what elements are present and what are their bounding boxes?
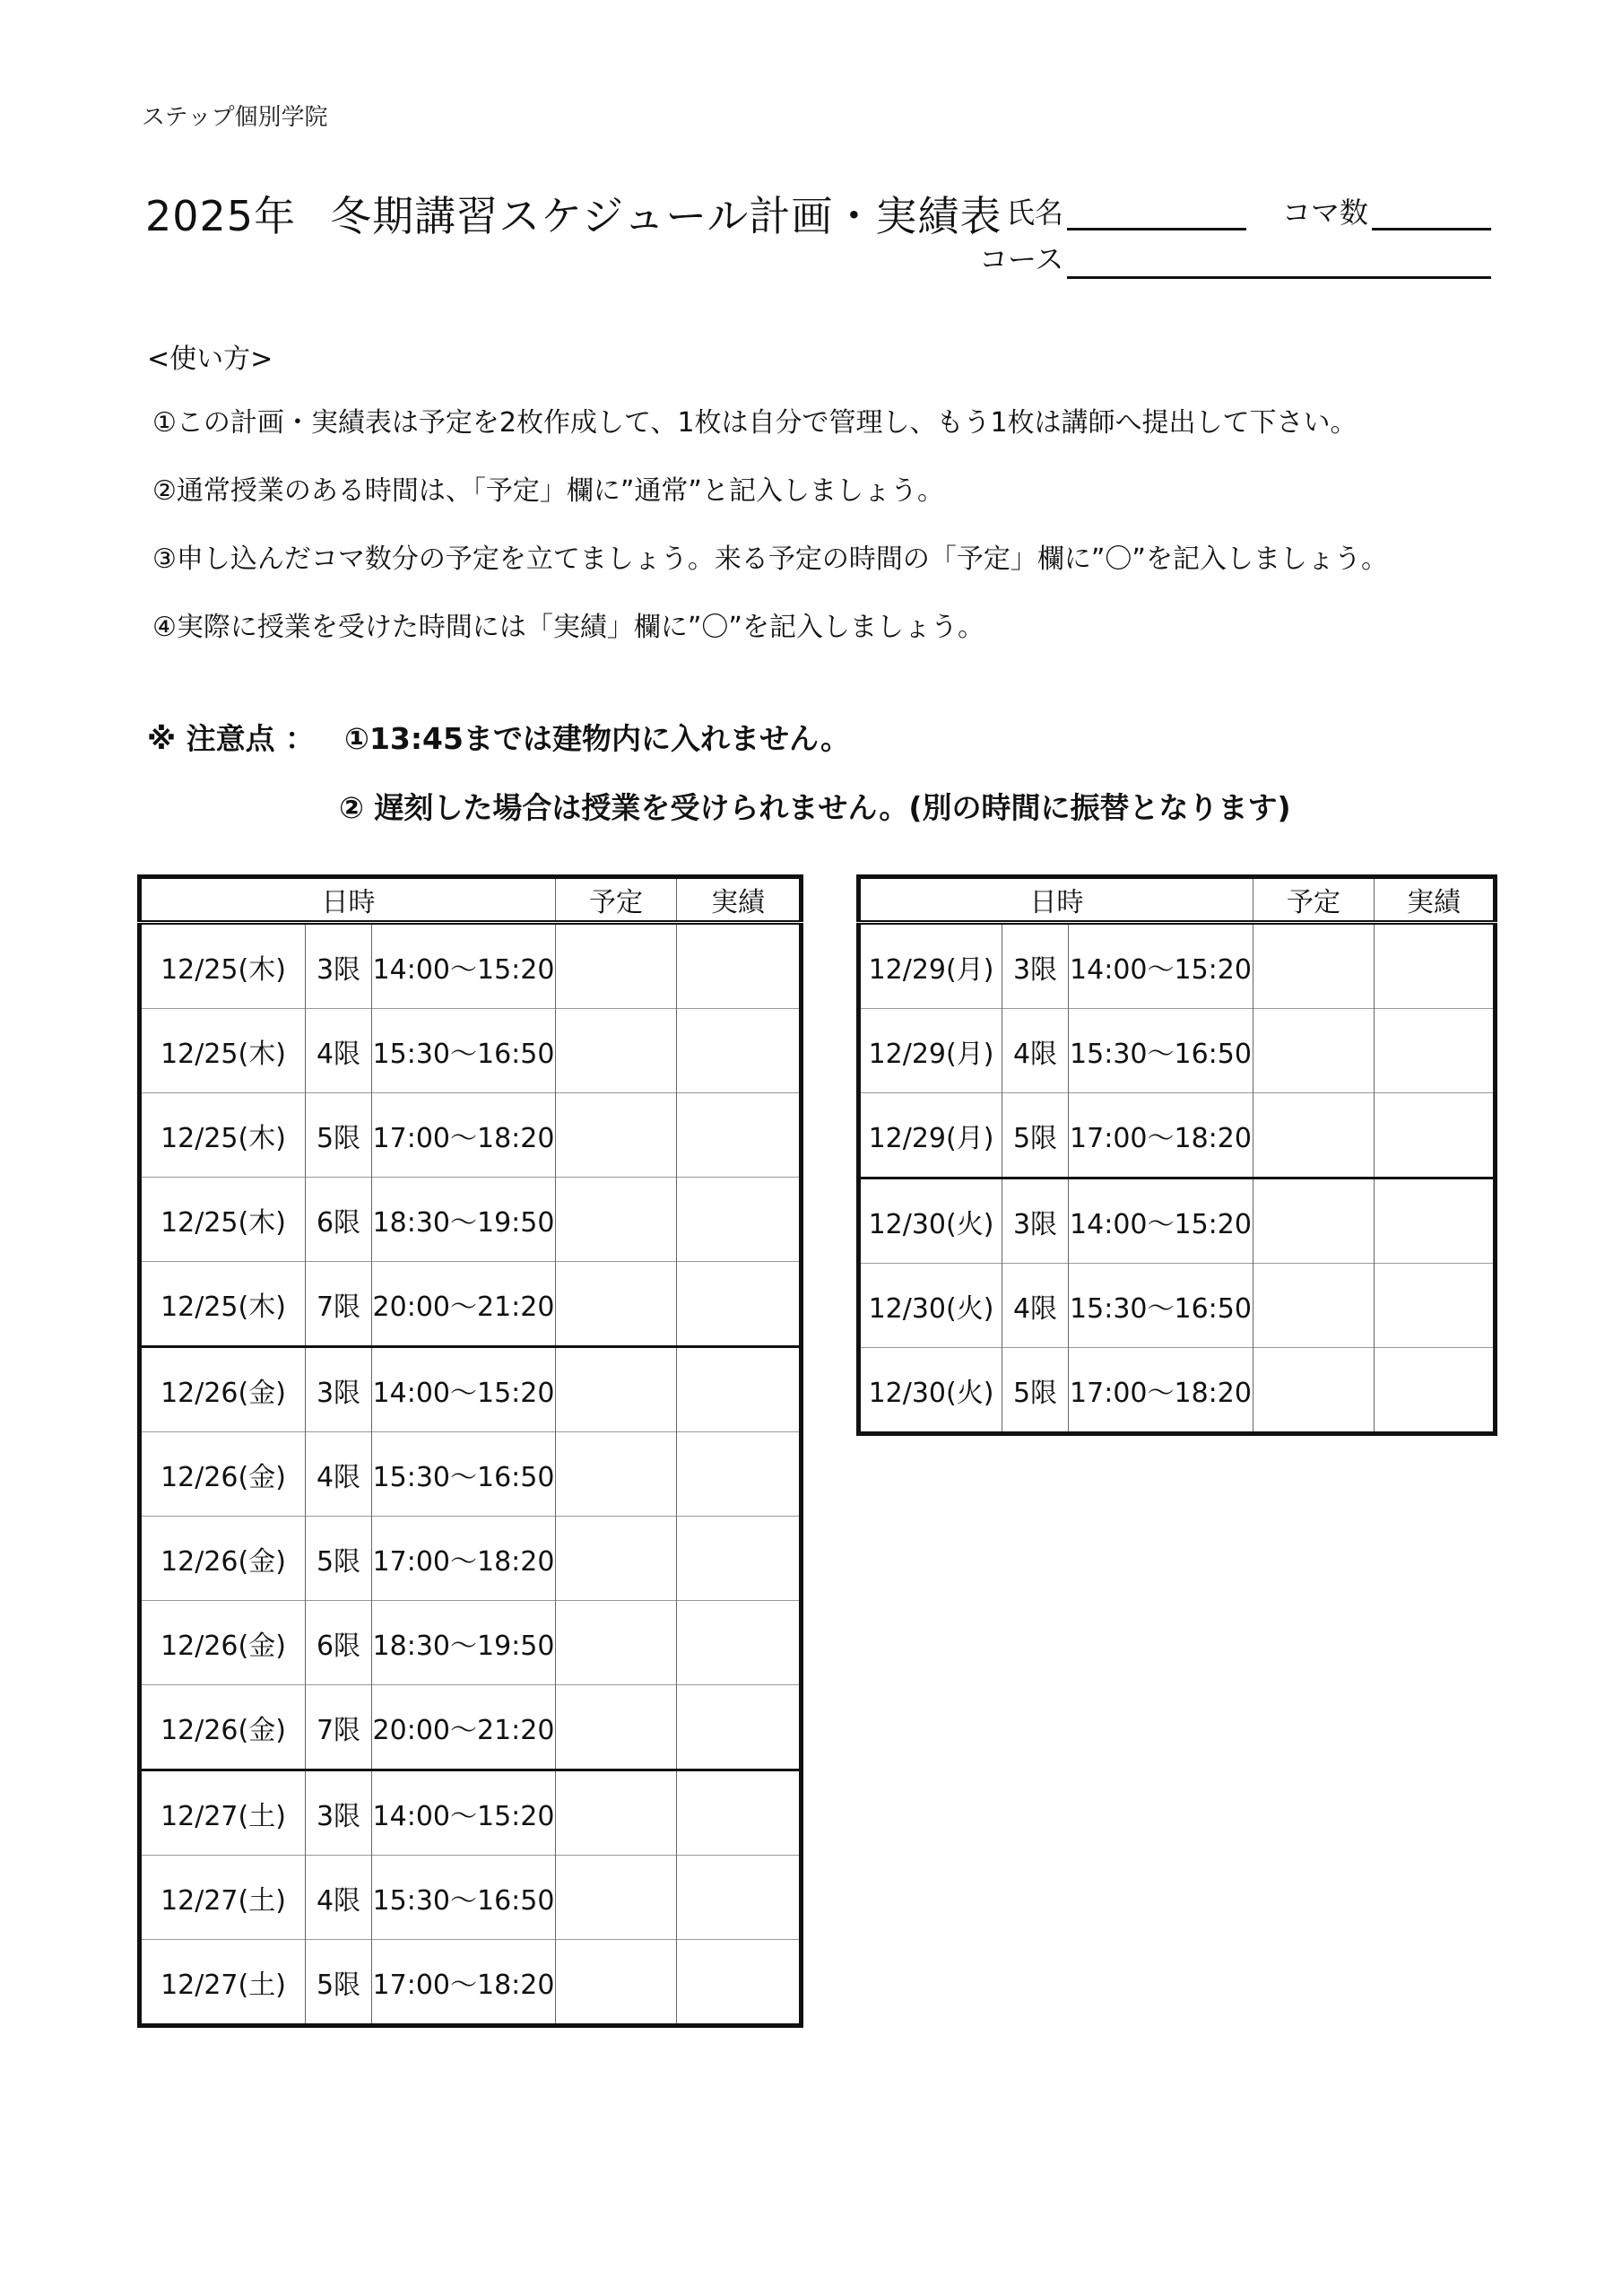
plan-cell[interactable] bbox=[1253, 1093, 1375, 1178]
table-row bbox=[140, 1009, 802, 1093]
plan-cell[interactable] bbox=[556, 1685, 677, 1770]
result-cell[interactable] bbox=[1375, 923, 1496, 1009]
plan-cell[interactable] bbox=[1253, 1178, 1375, 1264]
header-plan: 予定 bbox=[1253, 877, 1375, 923]
plan-cell[interactable] bbox=[556, 923, 677, 1009]
table-row bbox=[140, 1685, 802, 1770]
header-result: 実績 bbox=[1375, 877, 1496, 923]
plan-cell[interactable] bbox=[1253, 1264, 1375, 1348]
notes-label: ※ 注意点 ： bbox=[147, 721, 316, 756]
result-cell[interactable] bbox=[677, 923, 802, 1009]
date-cell: 12/27(土) bbox=[140, 1940, 306, 2026]
course-label: コース bbox=[979, 242, 1064, 276]
result-cell[interactable] bbox=[677, 1262, 802, 1347]
note-item: ①13:45までは建物内に入れません。 bbox=[344, 721, 850, 756]
time-cell: 15:30～16:50 bbox=[1069, 1264, 1253, 1348]
period-cell: 5限 bbox=[1002, 1348, 1069, 1434]
period-cell: 6限 bbox=[306, 1601, 372, 1685]
time-cell: 14:00～15:20 bbox=[372, 1347, 556, 1432]
result-cell[interactable] bbox=[1375, 1264, 1496, 1348]
result-cell[interactable] bbox=[1375, 1178, 1496, 1264]
header-datetime: 日時 bbox=[859, 877, 1253, 923]
time-cell: 17:00～18:20 bbox=[372, 1517, 556, 1601]
period-cell: 3限 bbox=[306, 923, 372, 1009]
instruction-item: ①この計画・実績表は予定を2枚作成して、1枚は自分で管理し、もう1枚は講師へ提出して下さい。 bbox=[152, 407, 1357, 439]
time-cell: 15:30～16:50 bbox=[372, 1009, 556, 1093]
title-year: 2025年 bbox=[145, 192, 297, 240]
date-cell: 12/29(月) bbox=[859, 1093, 1002, 1178]
period-cell: 3限 bbox=[306, 1347, 372, 1432]
plan-cell[interactable] bbox=[556, 1770, 677, 1856]
date-cell: 12/30(火) bbox=[859, 1348, 1002, 1434]
date-cell: 12/27(土) bbox=[140, 1856, 306, 1940]
date-cell: 12/29(月) bbox=[868, 953, 994, 986]
date-cell: 12/26(金) bbox=[140, 1601, 306, 1685]
period-cell: 6限 bbox=[306, 1178, 372, 1262]
result-cell[interactable] bbox=[1375, 1348, 1496, 1434]
result-cell[interactable] bbox=[677, 1685, 802, 1770]
schedule-table-right bbox=[856, 874, 1497, 1436]
time-cell: 17:00～18:20 bbox=[372, 1940, 556, 2026]
table-row bbox=[859, 1009, 1496, 1093]
result-cell[interactable] bbox=[677, 1432, 802, 1517]
date-cell: 12/25(木) bbox=[140, 1009, 306, 1093]
period-cell: 7限 bbox=[306, 1685, 372, 1770]
instruction-item: ④実際に授業を受けた時間には「実績」欄に”〇”を記入しましょう。 bbox=[152, 612, 984, 643]
name-field[interactable] bbox=[1067, 228, 1246, 230]
result-cell[interactable] bbox=[677, 1517, 802, 1601]
plan-cell[interactable] bbox=[556, 1601, 677, 1685]
time-cell: 17:00～18:20 bbox=[1069, 1348, 1253, 1434]
date-cell: 12/29(月) bbox=[859, 1009, 1002, 1093]
result-cell[interactable] bbox=[677, 1347, 802, 1432]
result-cell[interactable] bbox=[677, 1093, 802, 1178]
name-label: 氏名 bbox=[1006, 196, 1064, 230]
koma-field[interactable] bbox=[1372, 228, 1491, 230]
title-main: 冬期講習スケジュール計画・実績表 bbox=[330, 192, 1002, 240]
date-cell: 12/26(金) bbox=[140, 1517, 306, 1601]
result-cell[interactable] bbox=[677, 1009, 802, 1093]
koma-label: コマ数 bbox=[1282, 196, 1369, 230]
date-cell: 12/25(木) bbox=[140, 1093, 306, 1178]
date-cell: 12/26(金) bbox=[140, 1432, 306, 1517]
date-cell: 12/26(金) bbox=[140, 1685, 306, 1770]
period-cell: 4限 bbox=[306, 1009, 372, 1093]
table-row bbox=[140, 923, 802, 1009]
table-row bbox=[859, 1093, 1496, 1178]
period-cell: 7限 bbox=[306, 1262, 372, 1347]
table-row bbox=[859, 923, 1496, 1009]
time-cell: 15:30～16:50 bbox=[372, 1856, 556, 1940]
plan-cell[interactable] bbox=[556, 1262, 677, 1347]
instruction-item: ②通常授業のある時間は、「予定」欄に”通常”と記入しましょう。 bbox=[152, 475, 944, 507]
time-cell: 15:30～16:50 bbox=[372, 1432, 556, 1517]
table-row bbox=[859, 1178, 1496, 1264]
plan-cell[interactable] bbox=[556, 1940, 677, 2026]
date-cell: 12/30(火) bbox=[859, 1264, 1002, 1348]
plan-cell[interactable] bbox=[1253, 923, 1375, 1009]
school-name: ステップ個別学院 bbox=[142, 104, 328, 131]
time-cell: 17:00～18:20 bbox=[372, 1093, 556, 1178]
period-cell: 4限 bbox=[1002, 1264, 1069, 1348]
date-cell: 12/27(土) bbox=[140, 1770, 306, 1856]
table-row bbox=[140, 1517, 802, 1601]
period-cell: 5限 bbox=[306, 1517, 372, 1601]
plan-cell[interactable] bbox=[556, 1093, 677, 1178]
table-row bbox=[140, 1432, 802, 1517]
table-row bbox=[140, 1347, 802, 1432]
result-cell[interactable] bbox=[677, 1770, 802, 1856]
table-row bbox=[140, 1770, 802, 1856]
period-cell: 5限 bbox=[1002, 1093, 1069, 1178]
result-cell[interactable] bbox=[677, 1940, 802, 2026]
plan-cell[interactable] bbox=[556, 1009, 677, 1093]
plan-cell[interactable] bbox=[556, 1856, 677, 1940]
plan-cell[interactable] bbox=[556, 1178, 677, 1262]
date-cell: 12/30(火) bbox=[859, 1178, 1002, 1264]
usage-heading: <使い方> bbox=[147, 344, 273, 375]
time-cell: 17:00～18:20 bbox=[1069, 1093, 1253, 1178]
plan-cell[interactable] bbox=[556, 1432, 677, 1517]
header-plan: 予定 bbox=[556, 877, 677, 923]
result-cell[interactable] bbox=[1375, 1093, 1496, 1178]
time-cell: 14:00～15:20 bbox=[372, 923, 556, 1009]
schedule-table-left bbox=[137, 874, 803, 2028]
result-cell[interactable] bbox=[1375, 1009, 1496, 1093]
date-cell: 12/25(木) bbox=[140, 1178, 306, 1262]
date-cell: 12/25(木) bbox=[160, 953, 286, 986]
header-datetime: 日時 bbox=[140, 877, 556, 923]
table-header-row bbox=[140, 877, 802, 923]
time-cell: 14:00～15:20 bbox=[1069, 1178, 1253, 1264]
table-row bbox=[140, 1601, 802, 1685]
period-cell: 5限 bbox=[306, 1940, 372, 2026]
time-cell: 15:30～16:50 bbox=[1069, 1009, 1253, 1093]
result-cell[interactable] bbox=[677, 1856, 802, 1940]
time-cell: 14:00～15:20 bbox=[1069, 923, 1253, 1009]
page-title bbox=[145, 184, 1002, 243]
result-cell[interactable] bbox=[677, 1178, 802, 1262]
period-cell: 4限 bbox=[306, 1432, 372, 1517]
time-cell: 20:00～21:20 bbox=[372, 1262, 556, 1347]
period-cell: 4限 bbox=[1002, 1009, 1069, 1093]
table-row bbox=[140, 1262, 802, 1347]
table-row bbox=[140, 1178, 802, 1262]
instruction-item: ③申し込んだコマ数分の予定を立てましょう。来る予定の時間の「予定」欄に”〇”を記入しましょう。 bbox=[152, 544, 1388, 575]
result-cell[interactable] bbox=[677, 1601, 802, 1685]
table-row bbox=[140, 1856, 802, 1940]
period-cell: 3限 bbox=[306, 1770, 372, 1856]
plan-cell[interactable] bbox=[556, 1517, 677, 1601]
table-row bbox=[859, 1264, 1496, 1348]
note-item: ② 遅刻した場合は授業を受けられません。(別の時間に振替となります) bbox=[339, 790, 1291, 825]
period-cell: 5限 bbox=[306, 1093, 372, 1178]
plan-cell[interactable] bbox=[1253, 1009, 1375, 1093]
period-cell: 3限 bbox=[1002, 923, 1069, 1009]
plan-cell[interactable] bbox=[1253, 1348, 1375, 1434]
time-cell: 18:30～19:50 bbox=[372, 1178, 556, 1262]
period-cell: 3限 bbox=[1002, 1178, 1069, 1264]
time-cell: 20:00～21:20 bbox=[372, 1685, 556, 1770]
course-field[interactable] bbox=[1067, 276, 1491, 279]
table-row bbox=[140, 1093, 802, 1178]
table-row bbox=[859, 1348, 1496, 1434]
table-header-row bbox=[859, 877, 1496, 923]
time-cell: 18:30～19:50 bbox=[372, 1601, 556, 1685]
date-cell: 12/26(金) bbox=[140, 1347, 306, 1432]
plan-cell[interactable] bbox=[556, 1347, 677, 1432]
table-row bbox=[140, 1940, 802, 2026]
header-result: 実績 bbox=[677, 877, 802, 923]
time-cell: 14:00～15:20 bbox=[372, 1770, 556, 1856]
date-cell: 12/25(木) bbox=[140, 1262, 306, 1347]
period-cell: 4限 bbox=[306, 1856, 372, 1940]
